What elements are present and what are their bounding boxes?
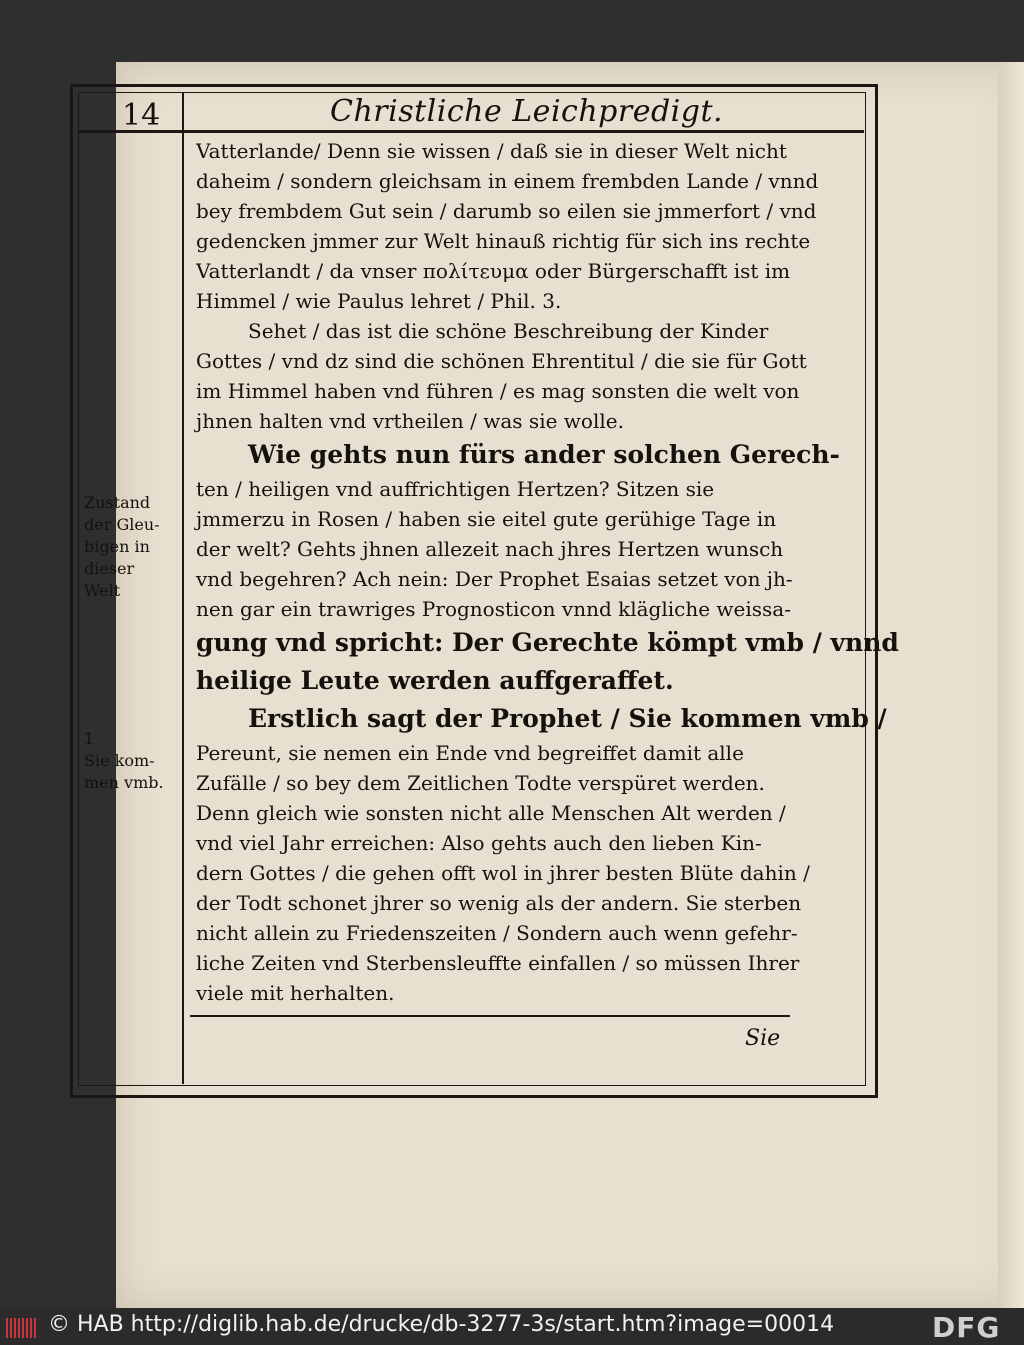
dfg-logo: DFG: [932, 1311, 1001, 1344]
margin-note-line: Welt: [84, 581, 121, 600]
text-line: daheim / sondern gleichsam in einem frembden Lande / vnnd: [196, 169, 819, 193]
text-line: der welt? Gehts jhnen allezeit nach jhres Hertzen wunsch: [196, 537, 784, 561]
margin-note-line: dieser: [84, 559, 135, 578]
page-number: 14: [122, 98, 161, 133]
footer-rule: [190, 1015, 790, 1017]
text-line: vnd begehren? Ach nein: Der Prophet Esaias setzet von jh-: [196, 567, 793, 591]
page-edge: [998, 62, 1024, 1308]
text-line: Vatterlandt / da vnser πολίτευμα oder Bürgerschafft ist im: [196, 259, 791, 283]
text-line: Erstlich sagt der Prophet / Sie kommen vmb /: [248, 704, 887, 733]
text-line: Pereunt, sie nemen ein Ende vnd begreiffet damit alle: [196, 741, 744, 765]
text-line: bey frembdem Gut sein / darumb so eilen sie jmmerfort / vnd: [196, 199, 817, 223]
margin-note-line: 1: [84, 729, 95, 748]
body-text: [196, 136, 899, 1008]
barcode-icon: [6, 1318, 38, 1338]
margin-rule: [182, 92, 184, 1084]
text-line: Sehet / das ist die schöne Beschreibung der Kinder: [248, 319, 769, 343]
text-line: nicht allein zu Friedenszeiten / Sondern auch wenn gefehr-: [196, 921, 798, 945]
margin-note-line: men vmb.: [84, 773, 164, 792]
text-line: jmmerzu in Rosen / haben sie eitel gute gerühige Tage in: [196, 507, 777, 531]
text-line: vnd viel Jahr erreichen: Also gehts auch den lieben Kin-: [196, 831, 762, 855]
text-line: gung vnd spricht: Der Gerechte kömpt vmb / vnnd: [196, 628, 899, 657]
text-line: Himmel / wie Paulus lehret / Phil. 3.: [196, 289, 562, 313]
text-line: heilige Leute werden auffgeraffet.: [196, 666, 674, 695]
text-line: dern Gottes / die gehen offt wol in jhrer besten Blüte dahin /: [196, 861, 810, 885]
text-line: Denn gleich wie sonsten nicht alle Menschen Alt werden /: [196, 801, 786, 825]
text-line: gedencken jmmer zur Welt hinauß richtig für sich ins rechte: [196, 229, 811, 253]
text-line: Zufälle / so bey dem Zeitlichen Todte verspüret werden.: [196, 771, 765, 795]
text-line: nen gar ein trawriges Prognosticon vnnd klägliche weissa-: [196, 597, 791, 621]
margin-note-line: bigen in: [84, 537, 150, 556]
text-line: viele mit herhalten.: [196, 981, 395, 1005]
margin-note-sie-kommen: [84, 728, 178, 794]
text-line: Gottes / vnd dz sind die schönen Ehrentitul / die sie für Gott: [196, 349, 807, 373]
margin-note-zustand: [84, 492, 178, 602]
text-line: liche Zeiten vnd Sterbensleuffte einfallen / so müssen Ihrer: [196, 951, 800, 975]
copyright-url[interactable]: © HAB http://diglib.hab.de/drucke/db-3277-3s/start.htm?image=00014: [48, 1312, 835, 1337]
text-line: jhnen halten vnd vrtheilen / was sie wolle.: [196, 409, 624, 433]
header-rule: [78, 130, 864, 133]
catchword: Sie: [745, 1026, 781, 1051]
text-line: Wie gehts nun fürs ander solchen Gerech-: [248, 440, 840, 469]
text-line: ten / heiligen vnd auffrichtigen Hertzen? Sitzen sie: [196, 477, 715, 501]
running-head: Christliche Leichpredigt.: [330, 94, 724, 129]
text-line: der Todt schonet jhrer so wenig als der andern. Sie sterben: [196, 891, 802, 915]
text-line: Vatterlande/ Denn sie wissen / daß sie in dieser Welt nicht: [196, 139, 787, 163]
margin-note-line: Zustand: [84, 493, 151, 512]
text-line: im Himmel haben vnd führen / es mag sonsten die welt von: [196, 379, 800, 403]
margin-note-line: Sie kom-: [84, 751, 155, 770]
margin-note-line: der Gleu-: [84, 515, 160, 534]
